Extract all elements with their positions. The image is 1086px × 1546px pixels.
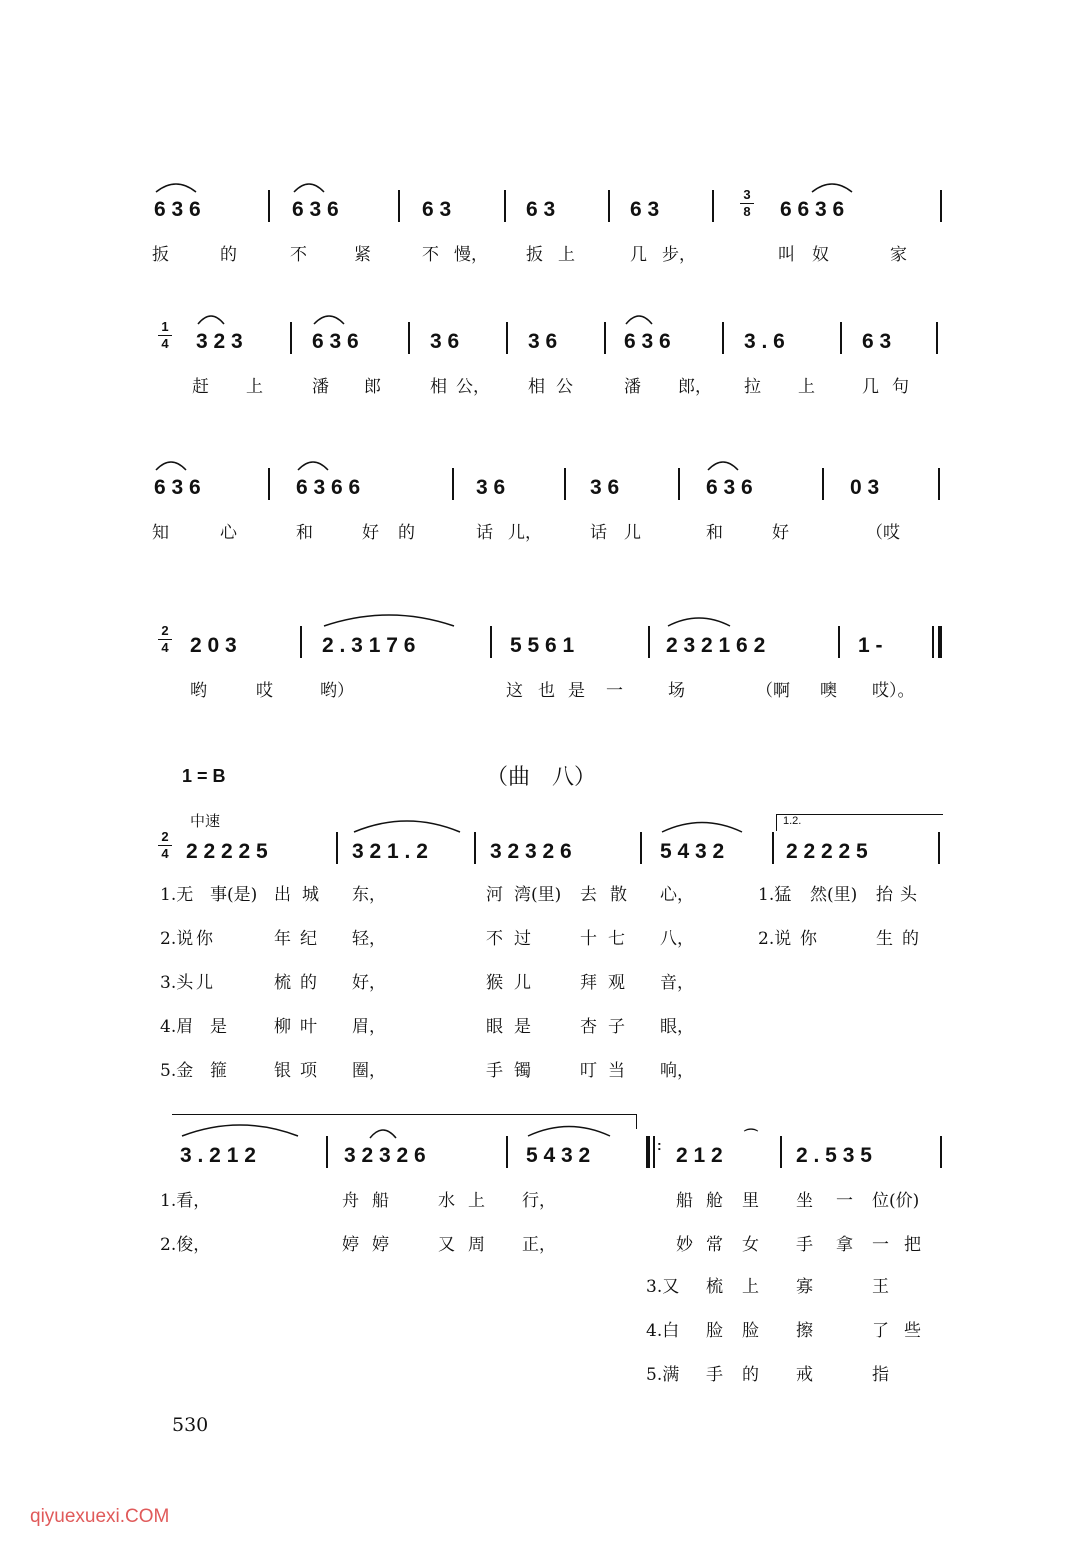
lyric-syllable: 眼 — [486, 1017, 503, 1037]
verse-line — [150, 1272, 950, 1298]
measure: 3 6 — [430, 330, 460, 353]
bar-line — [938, 468, 940, 500]
lyric-syllable: 的 — [220, 245, 237, 265]
lyric-syllable: （啊 — [756, 681, 790, 701]
bar-line — [408, 322, 410, 354]
lyric-syllable: 了 — [872, 1321, 889, 1341]
bar-line — [506, 322, 508, 354]
lyric-syllable: 5.满 — [646, 1365, 680, 1385]
lyric-syllable: 2.俊， — [160, 1235, 211, 1255]
lyric-syllable: 戒 — [796, 1365, 813, 1385]
bar-line — [840, 322, 842, 354]
lyric-syllable: 几 — [630, 245, 647, 265]
bar-line — [678, 468, 680, 500]
lyric-syllable: 八， — [660, 929, 694, 949]
measure: 6 3 6 — [154, 198, 201, 221]
lyric-syllable: 行， — [522, 1191, 556, 1211]
lyric-syllable: 公， — [456, 377, 490, 397]
lyric-syllable: 的 — [300, 973, 317, 993]
lyric-syllable: 不 — [290, 245, 307, 265]
lyric-syllable: 3.又 — [646, 1277, 680, 1297]
lyric-syllable: 哟） — [320, 681, 354, 701]
lyric-syllable: 1.猛 — [758, 885, 792, 905]
lyric-syllable: 里 — [742, 1191, 759, 1211]
verse-line — [150, 1056, 950, 1082]
slur — [312, 312, 346, 326]
slur — [296, 458, 330, 472]
final-bar-line — [938, 626, 942, 658]
lyric-syllable: 的 — [742, 1365, 759, 1385]
measure: 3 2 3 2 6 — [490, 840, 572, 863]
lyric-syllable: 音， — [660, 973, 694, 993]
measure: 6 6 3 6 — [780, 198, 845, 221]
lyric-syllable: 的 — [902, 929, 919, 949]
lyric-syllable: 这 — [506, 681, 523, 701]
measure: 2 . 3 1 7 6 — [322, 634, 416, 657]
lyric-syllable: 你 — [196, 929, 213, 949]
bar-line — [936, 322, 938, 354]
lyric-syllable: 几 — [862, 377, 879, 397]
lyric-syllable: 城 — [302, 885, 319, 905]
bar-line — [604, 322, 606, 354]
lyric-syllable: 观 — [608, 973, 625, 993]
lyric-syllable: 猴 — [486, 973, 503, 993]
measure: 6 3 — [422, 198, 452, 221]
bar-line — [504, 190, 506, 222]
verse-line — [150, 1012, 950, 1038]
verse-line — [150, 1316, 950, 1342]
lyric-syllable: 手 — [486, 1061, 503, 1081]
lyric-syllable: 紧 — [354, 245, 371, 265]
lyric-syllable: 你 — [800, 929, 817, 949]
measure: 5 4 3 2 — [526, 1144, 591, 1167]
lyric-syllable: 上 — [468, 1191, 485, 1211]
volta-label: 1.2. — [783, 815, 802, 827]
measure: 6 3 — [862, 330, 892, 353]
measure: 6 3 6 — [154, 476, 201, 499]
lyric-syllable: 慢， — [454, 245, 488, 265]
lyric-syllable: 步， — [662, 245, 696, 265]
tempo-marking: 中速 — [190, 812, 221, 830]
lyric-syllable: 上 — [742, 1277, 759, 1297]
slur — [368, 1126, 398, 1140]
lyric-syllable: 公 — [556, 377, 573, 397]
section-title: （曲 八） — [486, 765, 597, 790]
lyric-syllable: 扳 — [152, 245, 169, 265]
lyric-syllable: 哎）。 — [872, 681, 915, 701]
lyric-syllable: 正， — [522, 1235, 556, 1255]
slur — [666, 614, 732, 628]
verse-line — [150, 1186, 950, 1212]
lyric-syllable: 上 — [246, 377, 263, 397]
lyric-syllable: 句 — [892, 377, 909, 397]
measure: 3 6 — [528, 330, 558, 353]
lyric-syllable: 拉 — [744, 377, 761, 397]
lyric-syllable: 郎 — [364, 377, 381, 397]
repeat-start-thin — [653, 1136, 655, 1168]
lyric-syllable: 叮 — [580, 1061, 597, 1081]
lyric-syllable: 出 — [274, 885, 291, 905]
lyric-syllable: 去 — [580, 885, 597, 905]
volta-bracket — [776, 814, 943, 831]
measure: 5 4 3 2 — [660, 840, 725, 863]
bar-line — [838, 626, 840, 658]
lyric-syllable: 一 — [872, 1235, 889, 1255]
lyric-line — [150, 518, 950, 544]
slur — [196, 312, 226, 326]
lyric-syllable: 脸 — [706, 1321, 723, 1341]
bar-line — [722, 322, 724, 354]
bar-line — [648, 626, 650, 658]
measure: 6 3 — [630, 198, 660, 221]
bar-line — [490, 626, 492, 658]
lyric-syllable: 圈， — [352, 1061, 386, 1081]
verse-line — [150, 924, 950, 950]
watermark: qiyuexuexi.COM — [30, 1506, 170, 1527]
verse-line — [150, 1360, 950, 1386]
lyric-syllable: 心， — [660, 885, 694, 905]
verse-line — [150, 880, 950, 906]
lyric-line — [150, 240, 950, 266]
lyric-syllable: 是 — [514, 1017, 531, 1037]
bar-line — [452, 468, 454, 500]
lyric-syllable: 3.头 — [160, 973, 194, 993]
lyric-syllable: 梳 — [706, 1277, 723, 1297]
lyric-syllable: 叫 — [778, 245, 795, 265]
measure: 3 6 — [590, 476, 620, 499]
measure: 1 - — [858, 634, 883, 657]
lyric-syllable: 寡 — [796, 1277, 813, 1297]
lyric-syllable: 郎， — [678, 377, 712, 397]
lyric-syllable: 5.金 — [160, 1061, 194, 1081]
lyric-syllable: 扳 — [526, 245, 543, 265]
lyric-syllable: 眉， — [352, 1017, 386, 1037]
measure: 6 3 6 — [312, 330, 359, 353]
slur — [154, 458, 188, 472]
lyric-syllable: 轻， — [352, 929, 386, 949]
lyric-syllable: 纪 — [300, 929, 317, 949]
lyric-syllable: 是 — [568, 681, 585, 701]
notation-row — [150, 466, 950, 510]
measure: 6 3 6 — [292, 198, 339, 221]
notation-row — [150, 188, 950, 232]
lyric-syllable: 然(里) — [810, 885, 858, 905]
lyric-syllable: 箍 — [210, 1061, 227, 1081]
repeat-dots: : — [657, 1137, 662, 1153]
bar-line — [940, 190, 942, 222]
lyric-syllable: 船 — [676, 1191, 693, 1211]
lyric-syllable: 眼， — [660, 1017, 694, 1037]
measure: 3 2 1 . 2 — [352, 840, 428, 863]
lyric-syllable: 不 — [422, 245, 439, 265]
slur — [810, 180, 854, 194]
measure: 6 3 6 6 — [296, 476, 361, 499]
lyric-syllable: 儿 — [624, 523, 641, 543]
lyric-syllable: 拿 — [836, 1235, 853, 1255]
lyric-syllable: 银 — [274, 1061, 291, 1081]
lyric-syllable: 妙 — [676, 1235, 693, 1255]
lyric-syllable: 七 — [608, 929, 625, 949]
bar-line — [564, 468, 566, 500]
slur — [292, 180, 326, 194]
lyric-syllable: 不 — [486, 929, 503, 949]
verse-line — [150, 968, 950, 994]
measure: 3 . 6 — [744, 330, 785, 353]
bar-line — [940, 1136, 942, 1168]
lyric-syllable: 河 — [486, 885, 503, 905]
lyric-syllable: 柳 — [274, 1017, 291, 1037]
slur — [322, 610, 456, 628]
lyric-syllable: 儿， — [508, 523, 542, 543]
lyric-syllable: 事(是) — [210, 885, 258, 905]
lyric-syllable: 王 — [872, 1277, 889, 1297]
lyric-syllable: 叶 — [300, 1017, 317, 1037]
lyric-syllable: 噢 — [820, 681, 837, 701]
lyric-syllable: 项 — [300, 1061, 317, 1081]
lyric-syllable: 和 — [296, 523, 313, 543]
slur — [526, 1122, 612, 1138]
measure: 6 3 6 — [624, 330, 671, 353]
lyric-syllable: 过 — [514, 929, 531, 949]
lyric-syllable: 梳 — [274, 973, 291, 993]
lyric-syllable: 年 — [274, 929, 291, 949]
lyric-syllable: 上 — [558, 245, 575, 265]
lyric-syllable: 船 — [372, 1191, 389, 1211]
lyric-syllable: 好， — [352, 973, 386, 993]
lyric-syllable: 1.看， — [160, 1191, 211, 1211]
slur — [180, 1120, 300, 1138]
lyric-syllable: 东， — [352, 885, 386, 905]
lyric-syllable: 2.说 — [160, 929, 194, 949]
lyric-syllable: 镯 — [514, 1061, 531, 1081]
lyric-syllable: 赶 — [192, 377, 209, 397]
key-signature: 1 = B — [182, 766, 226, 786]
lyric-syllable: 也 — [538, 681, 555, 701]
lyric-syllable: 潘 — [624, 377, 641, 397]
lyric-syllable: 上 — [798, 377, 815, 397]
bar-line — [290, 322, 292, 354]
lyric-line — [150, 372, 950, 398]
measure: 2 3 2 1 6 2 — [666, 634, 766, 657]
notation-row — [150, 1128, 950, 1178]
measure: 3 2 3 — [196, 330, 243, 353]
lyric-syllable: 杏 — [580, 1017, 597, 1037]
lyric-syllable: 水 — [438, 1191, 455, 1211]
measure: 2 0 3 — [190, 634, 237, 657]
measure: 3 2 3 2 6 — [344, 1144, 426, 1167]
lyric-syllable: 的 — [398, 523, 415, 543]
bar-line — [506, 1136, 508, 1168]
lyric-syllable: 坐 — [796, 1191, 813, 1211]
lyric-syllable: 脸 — [742, 1321, 759, 1341]
lyric-syllable: 生 — [876, 929, 893, 949]
bar-line — [712, 190, 714, 222]
time-signature: 3 8 — [740, 188, 754, 219]
measure: 2 2 2 2 5 — [786, 840, 868, 863]
notation-row — [150, 830, 950, 874]
lyric-syllable: 拜 — [580, 973, 597, 993]
measure: 3 6 — [476, 476, 506, 499]
lyric-syllable: 4.白 — [646, 1321, 680, 1341]
lyric-syllable: 指 — [872, 1365, 889, 1385]
repeat-start-thick — [646, 1136, 650, 1168]
measure: 2 . 5 3 5 — [796, 1144, 872, 1167]
lyric-syllable: 子 — [608, 1017, 625, 1037]
lyric-syllable: 响， — [660, 1061, 694, 1081]
verse-line — [150, 1230, 950, 1256]
lyric-syllable: 奴 — [812, 245, 829, 265]
lyric-syllable: 1.无 — [160, 885, 194, 905]
lyric-syllable: 哟 — [190, 681, 207, 701]
lyric-syllable: 潘 — [312, 377, 329, 397]
lyric-syllable: 相 — [430, 377, 447, 397]
bar-line — [932, 626, 934, 658]
bar-line — [268, 190, 270, 222]
lyric-syllable: 4.眉 — [160, 1017, 194, 1037]
lyric-syllable: 头 — [900, 885, 917, 905]
bar-line — [938, 832, 940, 864]
lyric-syllable: 些 — [904, 1321, 921, 1341]
bar-line — [326, 1136, 328, 1168]
lyric-syllable: 婷 — [342, 1235, 359, 1255]
fermata-icon: ⌒ — [744, 1128, 758, 1144]
bar-line — [772, 832, 774, 864]
bar-line — [640, 832, 642, 864]
measure: 2 2 2 2 5 — [186, 840, 268, 863]
measure: 3 . 2 1 2 — [180, 1144, 256, 1167]
lyric-syllable: 好 — [362, 523, 379, 543]
lyric-syllable: 当 — [608, 1061, 625, 1081]
bar-line — [780, 1136, 782, 1168]
lyric-syllable: 舟 — [342, 1191, 359, 1211]
measure: 0 3 — [850, 476, 880, 499]
measure: 2 1 2 — [676, 1144, 723, 1167]
page-number: 530 — [172, 1414, 209, 1436]
measure: 6 3 — [526, 198, 556, 221]
bar-line — [268, 468, 270, 500]
slur — [706, 458, 740, 472]
lyric-syllable: 哎 — [256, 681, 273, 701]
bar-line — [300, 626, 302, 658]
lyric-syllable: 女 — [742, 1235, 759, 1255]
lyric-syllable: 儿 — [196, 973, 213, 993]
lyric-syllable: 婷 — [372, 1235, 389, 1255]
lyric-syllable: 话 — [476, 523, 493, 543]
bar-line — [398, 190, 400, 222]
lyric-syllable: 手 — [796, 1235, 813, 1255]
lyric-syllable: 手 — [706, 1365, 723, 1385]
bar-line — [336, 832, 338, 864]
lyric-syllable: 心 — [220, 523, 237, 543]
lyric-syllable: 又 — [438, 1235, 455, 1255]
lyric-syllable: 常 — [706, 1235, 723, 1255]
lyric-syllable: （哎 — [866, 523, 900, 543]
lyric-line — [150, 676, 950, 702]
lyric-syllable: 相 — [528, 377, 545, 397]
lyric-syllable: 周 — [468, 1235, 485, 1255]
lyric-syllable: 一 — [836, 1191, 853, 1211]
lyric-syllable: 儿 — [514, 973, 531, 993]
lyric-syllable: 把 — [904, 1235, 921, 1255]
lyric-syllable: 是 — [210, 1017, 227, 1037]
notation-row — [150, 320, 950, 364]
time-signature: 2 4 — [158, 830, 172, 861]
lyric-syllable: 擦 — [796, 1321, 813, 1341]
lyric-syllable: 位(价) — [872, 1191, 920, 1211]
lyric-syllable: 和 — [706, 523, 723, 543]
lyric-syllable: 好 — [772, 523, 789, 543]
notation-row — [150, 624, 950, 668]
time-signature: 1 4 — [158, 320, 172, 351]
measure: 5 5 6 1 — [510, 634, 575, 657]
slur — [624, 312, 654, 326]
lyric-syllable: 抬 — [876, 885, 893, 905]
bar-line — [474, 832, 476, 864]
lyric-syllable: 知 — [152, 523, 169, 543]
lyric-syllable: 话 — [590, 523, 607, 543]
measure: 6 3 6 — [706, 476, 753, 499]
lyric-syllable: 十 — [580, 929, 597, 949]
lyric-syllable: 场 — [668, 681, 685, 701]
lyric-syllable: 家 — [890, 245, 907, 265]
slur — [352, 816, 462, 834]
bar-line — [822, 468, 824, 500]
slur — [660, 818, 744, 834]
time-signature: 2 4 — [158, 624, 172, 655]
lyric-syllable: 散 — [610, 885, 627, 905]
lyric-syllable: 一 — [606, 681, 623, 701]
bar-line — [608, 190, 610, 222]
lyric-syllable: 舱 — [706, 1191, 723, 1211]
lyric-syllable: 湾(里) — [514, 885, 562, 905]
slur — [154, 180, 198, 194]
lyric-syllable: 2.说 — [758, 929, 792, 949]
